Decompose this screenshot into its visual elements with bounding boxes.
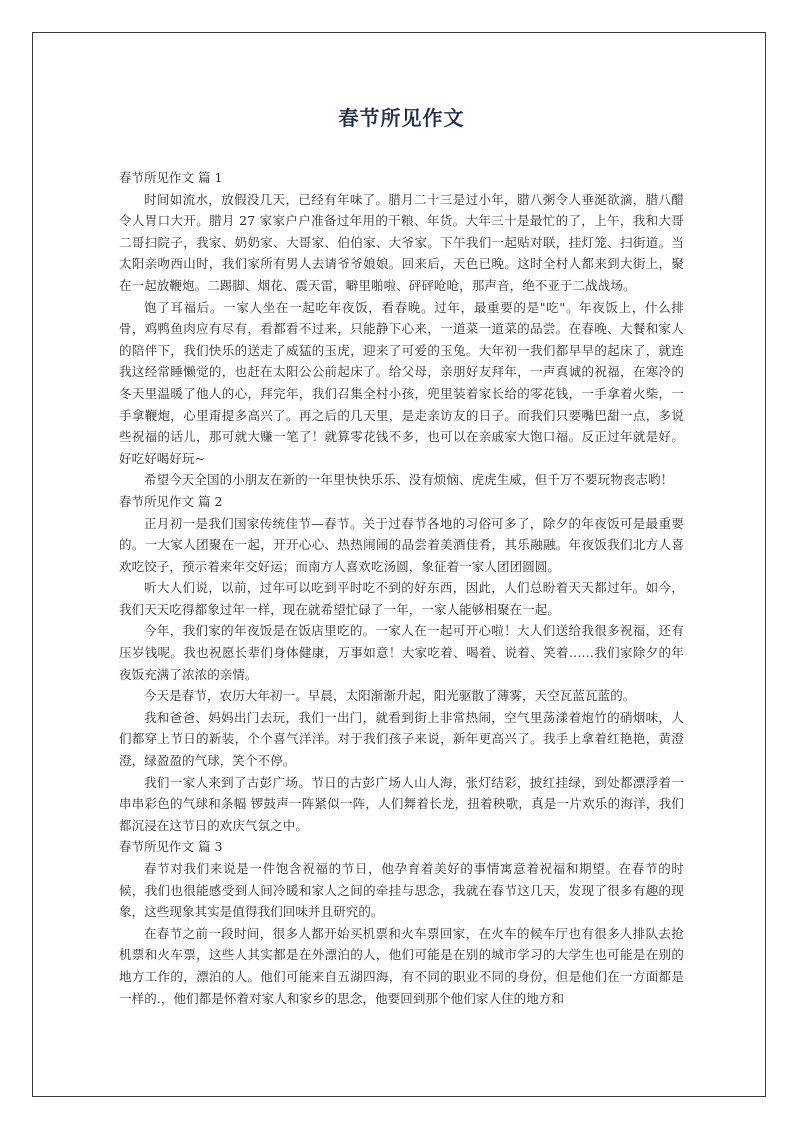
paragraph: 在春节之前一段时间，很多人都开始买机票和火车票回家，在火车的候车厅也有很多人排队去抢机票和火车票，这些人其实都是在外漂泊的人，他们可能是在别的城市学习的大学生也可能是在别的地方工作的，漂泊的人。他们可能来自五湖四海，有不同的职业不同的身份，但是他们在一方面都是一样的.，他们都是怀着对家人和家乡的思念，他要回到那个他们家人住的地方和 — [119, 925, 684, 1006]
paragraph: 听大人们说，以前，过年可以吃到平时吃不到的好东西，因此，人们总盼着天天都过年。如今，我们天天吃得都象过年一样，现在就希望忙碌了一年，一家人能够相聚在一起。 — [119, 580, 684, 617]
paragraph: 正月初一是我们国家传统佳节—春节。关于过春节各地的习俗可多了，除夕的年夜饭可是最重要的。一大家人团聚在一起，开开心心、热热闹闹的品尝着美酒佳肴，其乐融融。年夜饭我们北方人喜欢吃饺子，预示着来年交好运；而南方人喜欢吃汤圆，象征着一家人团团圆圆。 — [119, 515, 684, 574]
paragraph: 希望今天全国的小朋友在新的一年里快快乐乐、没有烦恼、虎虎生威，但千万不要玩物丧志哟！ — [144, 472, 674, 488]
section-heading: 春节所见作文 篇 1 — [119, 170, 223, 185]
section-heading: 春节所见作文 篇 2 — [119, 493, 223, 509]
essay-section-1 — [119, 167, 684, 491]
document-body — [119, 103, 684, 1009]
paragraph: 饱了耳福后。一家人坐在一起吃年夜饭，看春晚。过年，最重要的是"吃"。年夜饭上，什么排骨，鸡鸭鱼肉应有尽有，看都看不过来，只能静下心来，一道菜一道菜的品尝。在春晚、大餐和家人的陪伴下，我们快乐的送走了威猛的玉虎，迎来了可爱的玉兔。大年初一我们都早早的起床了，就连我这经常睡懒觉的，也赶在太阳公公前起床了。给父母，亲朋好友拜年，一声真诚的祝福，在寒冷的冬天里温暖了他人的心，拜完年，我们召集全村小孩，兜里装着家长给的零花钱，一手拿着火柴，一手拿鞭炮，心里甭提多高兴了。再之后的几天里，是走亲访友的日子。而我们只要嘴巴甜一点，多说些祝福的话儿，那可就大赚一笔了！就算零花钱不多，也可以在亲戚家大饱口福。反正过年就是好。好吃好喝好玩~ — [119, 299, 684, 466]
paragraph: 时间如流水，放假没几天，已经有年味了。腊月二十三是过小年，腊八粥令人垂涎欲滴，腊八醋令人胃口大开。腊月 27 家家户户准备过年用的干粮、年货。大年三十是最忙的了，上午，我和大哥二哥扫院子，我家、奶奶家、大哥家、伯伯家、大爷家。下午我们一起贴对联，挂灯笼、扫街道。当太阳亲吻西山时，我们家所有男人去请爷爷娘娘。回来后，天色已晚。这时全村人都来到大街上，聚在一起放鞭炮。二踢脚、烟花、震天雷，噼里啪啦、砰砰呛呛，那声音，绝不亚于二战战场。 — [119, 191, 684, 293]
essay-section-2 — [119, 491, 684, 837]
paragraph: 我和爸爸、妈妈出门去玩，我们一出门，就看到街上非常热闹，空气里荡漾着炮竹的硝烟味，人们都穿上节日的新装，个个喜气洋洋。对于我们孩子来说，新年更高兴了。我手上拿着红艳艳，黄澄澄，绿盈盈的气球，笑个不停。 — [119, 709, 684, 769]
paragraph: 我们一家人来到了古彭广场。节日的古彭广场人山人海，张灯结彩，披红挂绿，到处都漂浮着一串串彩色的气球和条幅 锣鼓声一阵紧似一阵，人们舞着长龙，扭着秧歌，真是一片欢乐的海洋，我们都沉浸在这节日的欢庆气氛之中。 — [119, 774, 684, 833]
section-heading: 春节所见作文 篇 3 — [119, 839, 223, 855]
essay-section-3 — [119, 836, 684, 1009]
paragraph: 春节对我们来说是一件饱含祝福的节日，他孕育着美好的事情寓意着祝福和期望。在春节的时候，我们也很能感受到人间冷暖和家人之间的牵挂与思念，我就在春节这几天，发现了很多有趣的现象，这些现象其实是值得我们回味并且研究的。 — [119, 861, 684, 920]
paragraph: 今天是春节，农历大年初一。早晨，太阳渐渐升起，阳光驱散了薄雾，天空瓦蓝瓦蓝的。 — [144, 688, 636, 704]
paragraph: 今年，我们家的年夜饭是在饭店里吃的。一家人在一起可开心啦！大人们送给我很多祝福，还有压岁钱呢。我也祝愿长辈们身体健康，万事如意！大家吃着、喝着、说着、笑着……我们家除夕的年夜饭充满了浓浓的亲情。 — [119, 623, 684, 682]
document-title: 春节所见作文 — [338, 106, 465, 130]
